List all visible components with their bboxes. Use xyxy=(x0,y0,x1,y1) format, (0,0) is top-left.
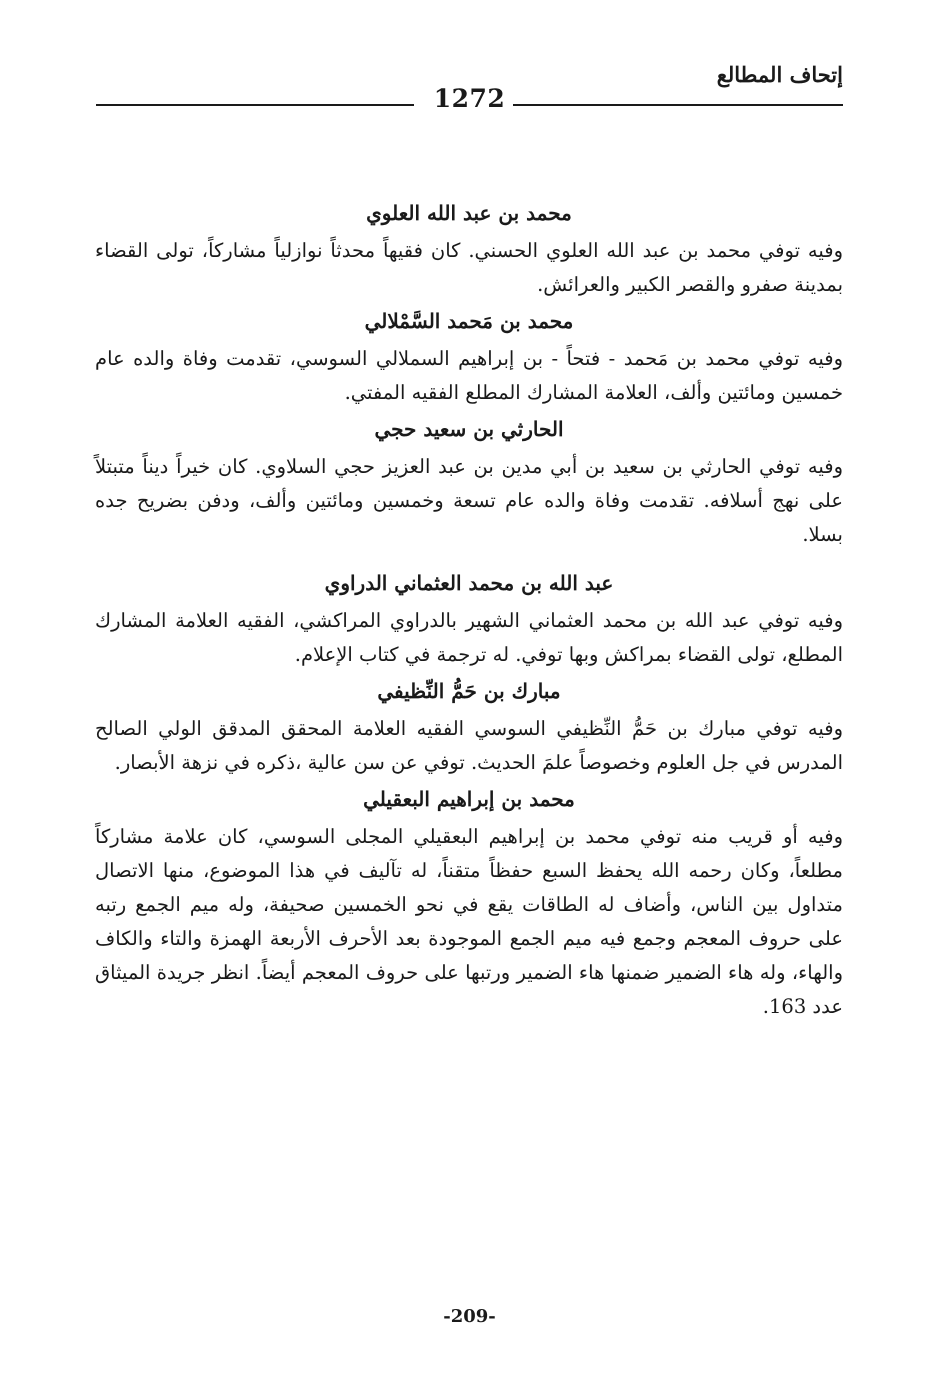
entry xyxy=(95,196,843,302)
page-content xyxy=(95,196,843,1032)
entry-heading: محمد بن إبراهيم البعقيلي xyxy=(363,787,575,811)
entry xyxy=(95,566,843,672)
entry-heading: الحارثي بن سعيد حجي xyxy=(374,417,564,441)
page-number: -209- xyxy=(443,1306,496,1327)
entry-heading: محمد بن مَحمد السَّمْلالي xyxy=(364,309,574,333)
entry-body: وفيه توفي الحارثي بن سعيد بن أبي مدين بن عبد العزيز حجي السلاوي. كان خيراً ديناً متبتلاً على نهج أسلافه. تقدمت وفاة والده عام تسعة وخمسين ومائتين وألف، ودفن بضريح جده بسلا. xyxy=(95,455,843,546)
header-rule-left xyxy=(96,104,414,106)
entry-heading: مبارك بن حَمُّ النِّظيفي xyxy=(377,679,561,703)
entry-body: وفيه توفي محمد بن مَحمد - فتحاً - بن إبراهيم السملالي السوسي، تقدمت وفاة والده عام خمسين ومائتين وألف، العلامة المشارك المطلع الفقيه المفتي. xyxy=(95,347,843,404)
entry xyxy=(95,412,843,552)
entry-body: وفيه أو قريب منه توفي محمد بن إبراهيم البعقيلي المجلى السوسي، كان علامة مشاركاً مطلعاً، وكان رحمه الله يحفظ السبع حفظاً متقناً، له تآليف في هذا الموضوع، منها الاتصال متداول بين الناس، وأضاف له الطاقات يقع في نحو الخمسين صحيفة، وله ميم الجمع رتبه على حروف المعجم وجمع فيه ميم الجمع الموجودة بعد الأحرف الأربعة الهمزة والتاء والكاف والهاء، وله هاء الضمير ضمنها هاء الضمير ورتبها على حروف المعجم أيضاً. انظر جريدة الميثاق عدد 163. xyxy=(95,825,843,1018)
running-title: إتحاف المطالع xyxy=(716,62,843,87)
entry-body: وفيه توفي عبد الله بن محمد العثماني الشهير بالدراوي المراكشي، الفقيه العلامة المشارك المطلع، تولى القضاء بمراكش وبها توفي. له ترجمة في كتاب الإعلام. xyxy=(95,609,843,666)
entry xyxy=(95,674,843,780)
entry xyxy=(95,782,843,1024)
entry-body: وفيه توفي مبارك بن حَمُّ النِّظيفي السوسي الفقيه العلامة المحقق المدقق الولي الصالح المدرس في جل العلوم وخصوصاً علمَ الحديث. توفي عن سن عالية ،ذكره في نزهة الأبصار. xyxy=(95,717,843,774)
header-year: 1272 xyxy=(433,84,506,113)
entry-body: وفيه توفي محمد بن عبد الله العلوي الحسني. كان فقيهاً محدثاً نوازلياً مشاركاً، تولى القضاء بمدينة صفرو والقصر الكبير والعرائش. xyxy=(95,239,843,296)
entry-heading: محمد بن عبد الله العلوي xyxy=(366,201,572,225)
entry-heading: عبد الله بن محمد العثماني الدراوي xyxy=(324,571,614,595)
entry xyxy=(95,304,843,410)
